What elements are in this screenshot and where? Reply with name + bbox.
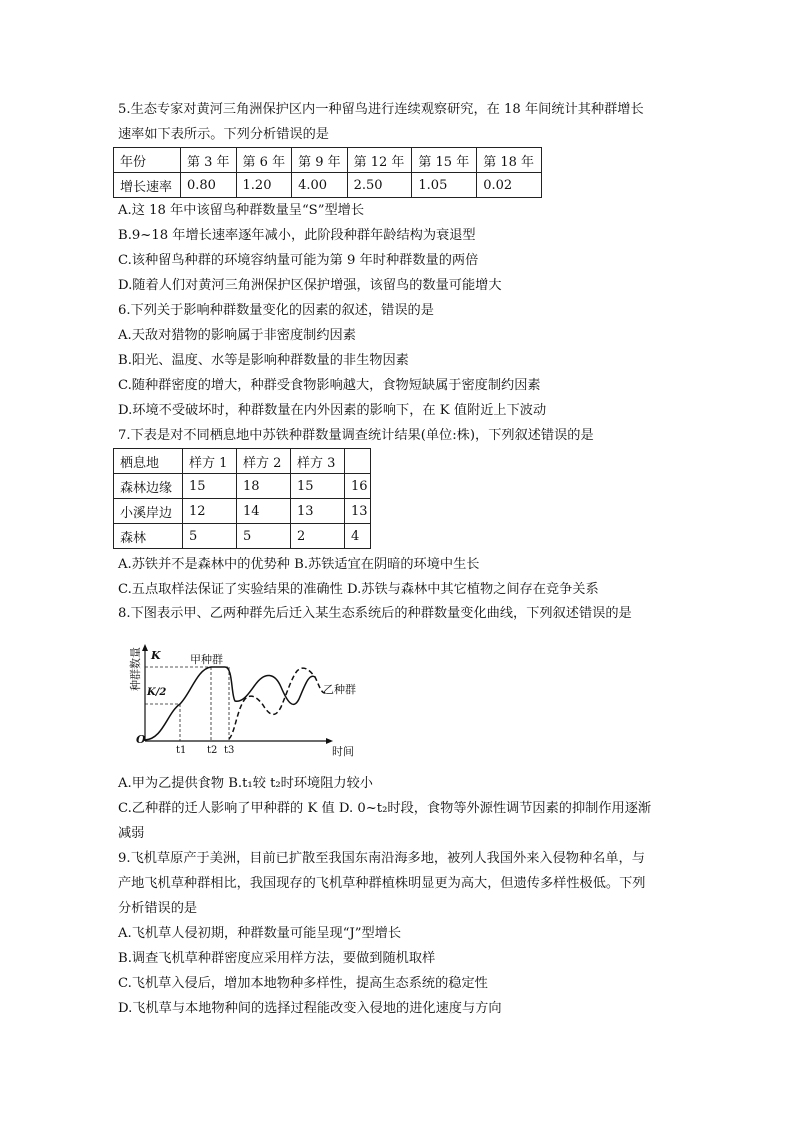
species-jia-label: 甲种群 [190,653,223,666]
table-cell: 栖息地 [114,449,183,474]
table-cell: 第 3 年 [181,148,237,173]
q7-options-cd: C.五点取样法保证了实验结果的准确性 D.苏铁与森林中其它植物之间存在竞争关系 [118,582,599,597]
table-cell: 2.50 [347,173,412,198]
x-axis-label: 时间 [332,745,354,758]
y-axis-label: 种群数量 [129,647,142,691]
table-cell: 18 [237,474,291,499]
species-yi-curve [229,668,325,739]
table-cell: 0.02 [477,173,542,198]
origin-label: O [136,733,146,746]
table-cell: 增长速率 [114,173,181,198]
table-cell: 样方 3 [291,449,345,474]
q8-option-cd-line2: 减弱 [118,826,145,841]
q5-option-c: C.该种留鸟种群的环境容纳量可能为第 9 年时种群数量的两倍 [118,253,479,268]
table-cell: 小溪岸边 [114,499,183,524]
q9-option-a: A.飞机草人侵初期，种群数量可能呈现“J”型增长 [118,926,402,941]
table-row [114,499,371,524]
table-cell: 15 [291,474,345,499]
table-cell: 年份 [114,148,181,173]
half-k-label: K/2 [147,687,167,698]
table-cell: 5 [183,524,237,549]
q7-stem: 7.下表是对不同栖息地中苏铁种群数量调查统计结果(单位:株)，下列叙述错误的是 [118,428,594,443]
population-curve-graph [125,643,365,758]
table-cell: 0.80 [181,173,237,198]
species-jia-curve [145,667,315,740]
species-yi-label: 乙种群 [323,683,356,696]
t3-label: t3 [224,745,235,756]
table-cell: 13 [345,499,371,524]
q8-option-cd-line1: C.乙种群的迁人影响了甲种群的 K 值 D. 0~t₂时段，食物等外源性调节因素的抑制作用逐渐 [118,801,652,816]
table-row [114,474,371,499]
q5-option-b: B.9~18 年增长速率逐年减小，此阶段种群年龄结构为衰退型 [118,228,476,243]
y-axis-arrow-icon [142,644,148,651]
q9-stem-line3: 分析错误的是 [118,901,198,916]
q6-option-d: D.环境不受破坏时，种群数量在内外因素的影响下，在 K 值附近上下波动 [118,403,547,418]
q5-growth-rate-table [113,147,542,198]
q9-stem-line1: 9.飞机草原产于美洲，目前已扩散至我国东南沿海多地，被列人我国外来入侵物种名单，与 [118,851,645,866]
table-row [114,173,542,198]
t1-label: t1 [176,745,187,756]
table-cell: 12 [183,499,237,524]
table-cell: 1.20 [236,173,292,198]
q6-stem: 6.下列关于影响种群数量变化的因素的叙述，错误的是 [118,303,434,318]
table-cell [345,449,371,474]
k-label: K [151,649,161,662]
table-cell: 1.05 [412,173,477,198]
table-cell: 样方 2 [237,449,291,474]
x-axis-arrow-icon [326,738,333,744]
q8-options-ab: A.甲为乙提供食物 B.t₁较 t₂时环境阻力较小 [118,776,373,791]
q7-options-ab: A.苏铁并不是森林中的优势种 B.苏铁适宜在阴暗的环境中生长 [118,557,480,572]
table-cell: 2 [291,524,345,549]
table-row [114,524,371,549]
table-cell: 13 [291,499,345,524]
table-cell: 4.00 [292,173,348,198]
q5-stem-line2: 速率如下表所示。下列分析错误的是 [118,127,329,142]
q9-option-d: D.飞机草与本地物种间的选择过程能改变入侵地的进化速度与方向 [118,1001,502,1016]
table-cell: 森林边缘 [114,474,183,499]
q6-option-a: A.天敌对猎物的影响属于非密度制约因素 [118,328,356,343]
table-cell: 14 [237,499,291,524]
table-cell: 第 9 年 [292,148,348,173]
table-cell: 4 [345,524,371,549]
table-cell: 第 18 年 [477,148,542,173]
table-cell: 第 12 年 [347,148,412,173]
q9-stem-line2: 产地飞机草种群相比，我国现存的飞机草种群植株明显更为高大，但遗传多样性极低。下列 [118,876,646,891]
table-cell: 15 [183,474,237,499]
t2-label: t2 [207,745,218,756]
q6-option-c: C.随种群密度的增大，种群受食物影响越大，食物短缺属于密度制约因素 [118,378,541,393]
q6-option-b: B.阳光、温度、水等是影响种群数量的非生物因素 [118,353,409,368]
q7-cycad-count-table [113,448,371,549]
table-cell: 第 6 年 [236,148,292,173]
q5-stem-line1: 5.生态专家对黄河三角洲保护区内一种留鸟进行连续观察研究，在 18 年间统计其种群增长 [118,102,644,117]
q5-option-a: A.这 18 年中该留鸟种群数量呈“S”型增长 [118,203,365,218]
q9-option-c: C.飞机草入侵后，增加本地物种多样性，提高生态系统的稳定性 [118,976,488,991]
table-cell: 样方 1 [183,449,237,474]
table-cell: 第 15 年 [412,148,477,173]
q9-option-b: B.调查飞机草种群密度应采用样方法，要做到随机取样 [118,951,436,966]
table-cell: 5 [237,524,291,549]
table-cell: 16 [345,474,371,499]
q5-option-d: D.随着人们对黄河三角洲保护区保护增强，该留鸟的数量可能增大 [118,278,502,293]
q8-stem: 8.下图表示甲、乙两种群先后迁入某生态系统后的种群数量变化曲线，下列叙述错误的是 [118,606,632,621]
table-cell: 森林 [114,524,183,549]
table-row [114,449,371,474]
table-row [114,148,542,173]
